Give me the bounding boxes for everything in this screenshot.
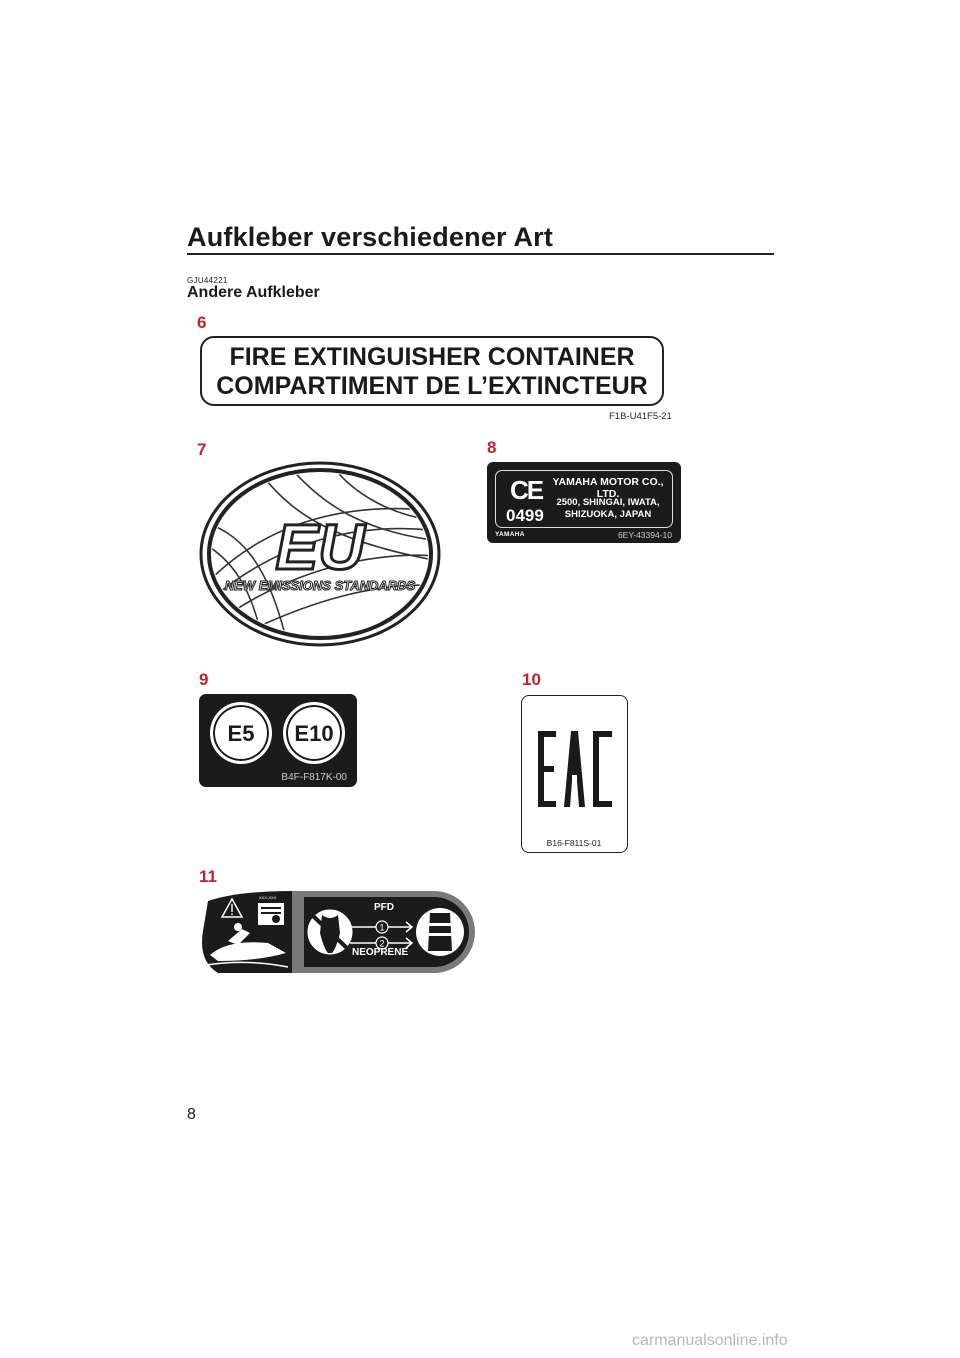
pfd-warning-graphic (198, 891, 475, 973)
svg-text:2: 2 (379, 938, 385, 949)
eu-logo-text: EU (275, 511, 365, 583)
eu-emissions-sticker (199, 461, 441, 647)
label-7-number: 7 (197, 440, 207, 459)
label-9-number: 9 (199, 670, 209, 689)
brand-logo: YAMAHA (495, 531, 525, 538)
number-one-icon (376, 921, 388, 933)
manufacturer-address (542, 497, 674, 521)
ce-plate-sticker (487, 462, 681, 543)
label-11-number: 11 (199, 867, 217, 886)
watermark: carmanualsonline.info (632, 1332, 788, 1349)
label-10-number: 10 (522, 670, 541, 689)
label-8-number: 8 (487, 438, 497, 457)
notified-body-number: 0499 (506, 506, 544, 525)
eac-mark-icon (538, 731, 612, 807)
eac-sticker (521, 695, 628, 853)
section-code: GJU44221 (187, 276, 228, 285)
life-jacket-icon (416, 908, 464, 956)
sticker-10-part-number: B16-F811S-01 (546, 838, 602, 848)
manufacturer-name: YAMAHA MOTOR CO., LTD. (552, 476, 664, 500)
sticker-6-line-2: COMPARTIMENT DE L’EXTINCTEUR (216, 372, 648, 400)
manual-book-icon (258, 903, 284, 925)
address-line-2: SHIZUOKA, JAPAN (564, 509, 652, 520)
sticker-8-part-number: 6EY-43394-10 (617, 530, 672, 540)
address-line-1: 2500, SHINGAI, IWATA, (556, 497, 660, 508)
pfd-warning-sticker (198, 891, 475, 973)
label-6-number: 6 (197, 313, 207, 332)
sticker-9-part-number: B4F-F817K-00 (281, 772, 347, 783)
page-title: Aufkleber verschiedener Art (187, 222, 554, 252)
fuel-e10-badge: E10 (283, 702, 345, 764)
fuel-compatibility-sticker (199, 694, 357, 787)
sticker-11-code: XXX-XXX (259, 895, 277, 900)
pfd-label: PFD (374, 902, 394, 913)
ce-plate-frame (495, 470, 673, 528)
title-rule (187, 253, 774, 255)
svg-text:1: 1 (379, 922, 385, 933)
fire-extinguisher-sticker (200, 336, 664, 406)
no-swimsuit-icon (306, 908, 354, 956)
page-number: 8 (187, 1106, 196, 1123)
section-heading: Andere Aufkleber (187, 284, 320, 301)
eu-logo-icon (276, 511, 367, 583)
fuel-e5-badge: E5 (210, 702, 272, 764)
sticker-6-part-number: F1B-U41F5-21 (609, 411, 672, 422)
sticker-6-line-1: FIRE EXTINGUISHER CONTAINER (229, 343, 635, 371)
neoprene-label: NEOPRENE (352, 947, 409, 958)
eu-slogan: NEW EMISSIONS STANDARDS (224, 578, 416, 593)
ce-mark-icon: CE (510, 475, 543, 505)
